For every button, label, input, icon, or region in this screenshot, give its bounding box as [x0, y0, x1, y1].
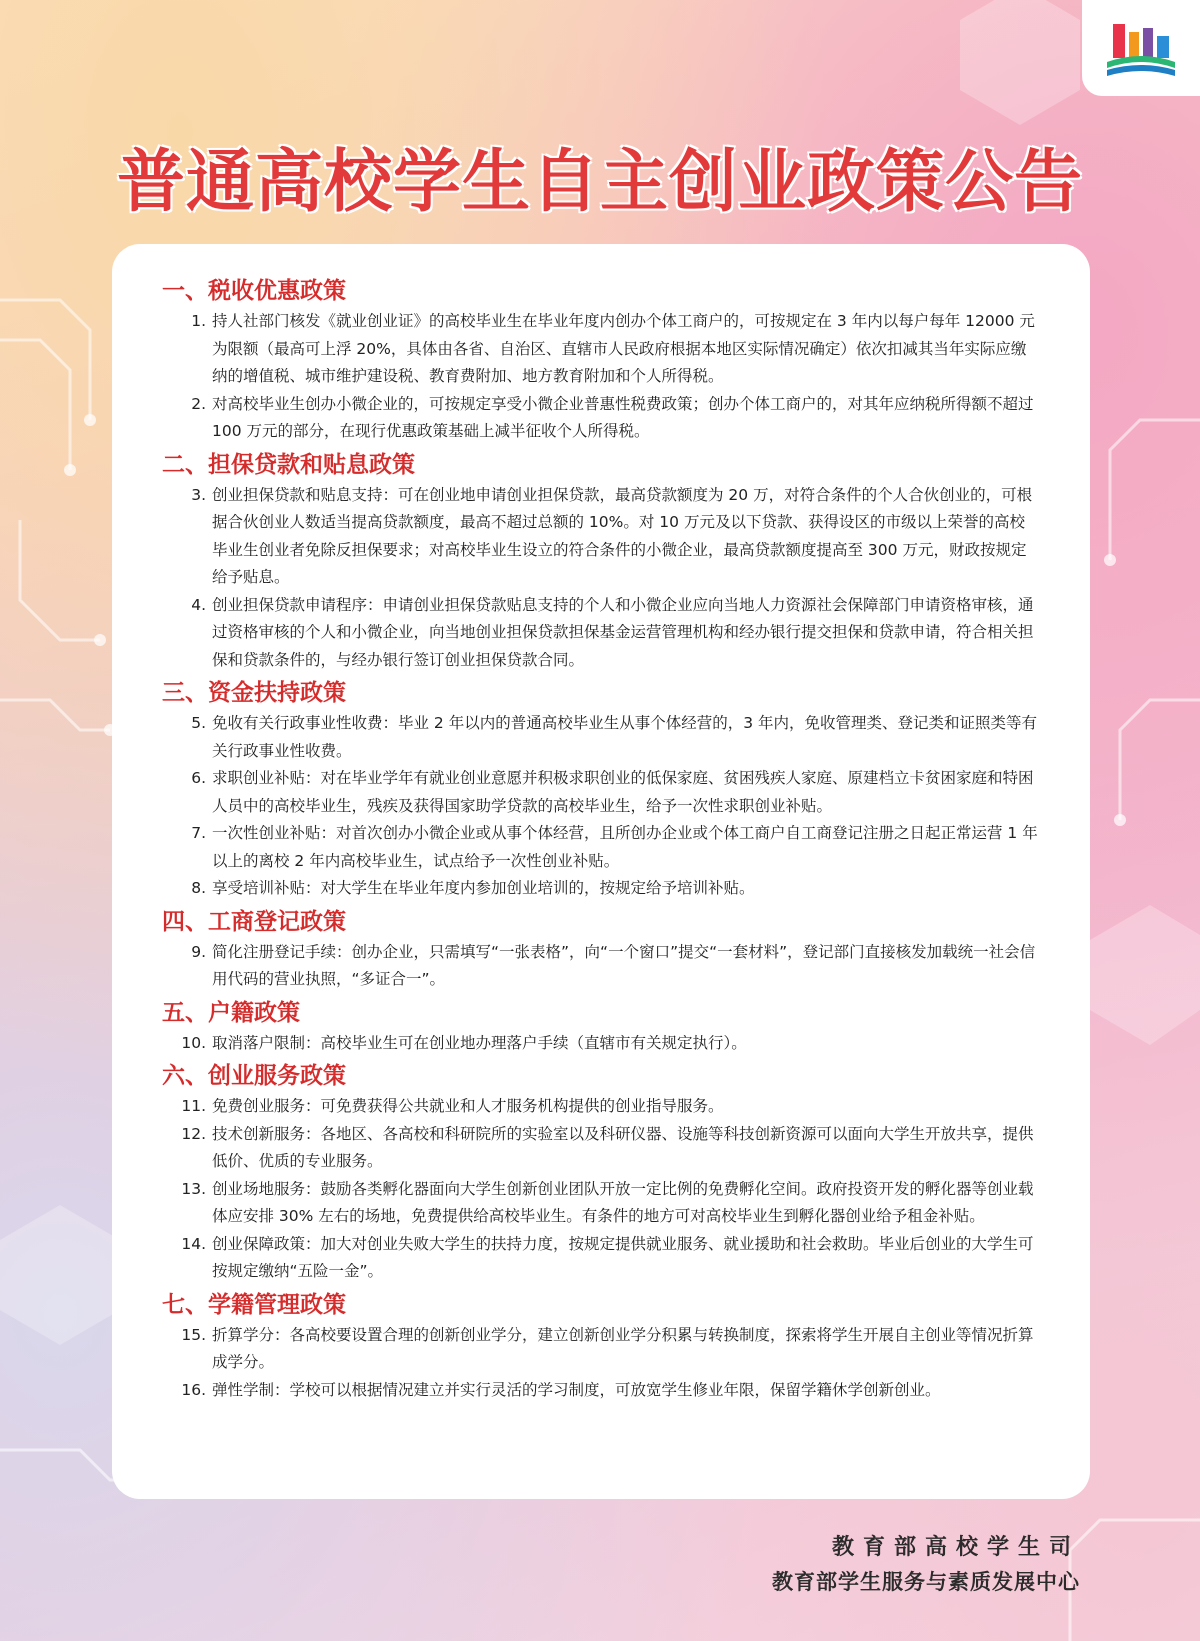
- item-number: 11.: [181, 1097, 206, 1115]
- item-text: 免费创业服务：可免费获得公共就业和人才服务机构提供的创业指导服务。: [212, 1097, 724, 1115]
- item-number: 3.: [191, 485, 206, 504]
- issuer-line-1: 教育部高校学生司: [831, 1535, 1080, 1560]
- item-text: 享受培训补贴：对大学生在毕业年度内参加创业培训的，按规定给予培训补贴。: [212, 879, 755, 897]
- item-number: 9.: [191, 942, 206, 961]
- section-tax: [162, 276, 1040, 446]
- policy-item: [162, 391, 1040, 446]
- policy-item: [162, 939, 1040, 994]
- section-heading: 二、担保贷款和贴息政策: [162, 451, 415, 478]
- policy-item: [162, 765, 1040, 820]
- item-number: 10.: [181, 1033, 206, 1052]
- item-number: 1.: [191, 312, 206, 330]
- item-number: 8.: [191, 879, 206, 897]
- item-number: 6.: [191, 769, 206, 787]
- policy-item: [162, 820, 1040, 875]
- item-number: 16.: [181, 1380, 206, 1399]
- section-heading: 一、税收优惠政策: [162, 278, 346, 304]
- section-funding: [162, 678, 1040, 903]
- item-number: 2.: [191, 394, 206, 413]
- item-text: 持人社部门核发《就业创业证》的高校毕业生在毕业年度内创办个体工商户的，可按规定在 3 年内以每户每年 12000 元为限额（最高可上浮 20%，具体由各省、自治区、直辖市人民政府根据本地区实际情况确定）依次扣减其当年实际应缴纳的增值税、城市维护建设税、教育费附加、地方教育附加和个人所得税。: [212, 312, 1035, 385]
- item-number: 13.: [181, 1179, 206, 1198]
- section-student-status: [162, 1290, 1040, 1405]
- section-heading: 四、工商登记政策: [162, 908, 346, 935]
- item-number: 12.: [181, 1124, 206, 1143]
- poster-title: 普通高校学生自主创业政策公告: [116, 143, 1083, 222]
- item-text: 创业保障政策：加大对创业失败大学生的扶持力度，按规定提供就业服务、就业援助和社会救助。毕业后创业的大学生可按规定缴纳“五险一金”。: [212, 1234, 1034, 1280]
- item-number: 5.: [191, 714, 206, 732]
- policy-item: [162, 1231, 1040, 1286]
- policy-item: [162, 592, 1040, 675]
- item-text: 创业场地服务：鼓励各类孵化器面向大学生创新创业团队开放一定比例的免费孵化空间。政府投资开发的孵化器等创业载体应安排 30% 左右的场地，免费提供给高校毕业生。有条件的地方可对高校毕业生到孵化器创业给予租金补贴。: [212, 1179, 1034, 1225]
- item-number: 4.: [191, 595, 206, 614]
- item-text: 弹性学制：学校可以根据情况建立并实行灵活的学习制度，可放宽学生修业年限，保留学籍休学创新创业。: [212, 1380, 941, 1399]
- item-text: 折算学分：各高校要设置合理的创新创业学分，建立创新创业学分积累与转换制度，探索将学生开展自主创业等情况折算成学分。: [212, 1325, 1034, 1371]
- section-household: [162, 998, 1040, 1058]
- policy-item: [162, 710, 1040, 765]
- policy-card: [112, 244, 1090, 1499]
- item-number: 14.: [181, 1234, 206, 1253]
- policy-item: [162, 308, 1040, 391]
- policy-item: [162, 1377, 1040, 1405]
- item-text: 免收有关行政事业性收费：毕业 2 年以内的普通高校毕业生从事个体经营的，3 年内，免收管理类、登记类和证照类等有关行政事业性收费。: [212, 714, 1038, 760]
- item-text: 技术创新服务：各地区、各高校和科研院所的实验室以及科研仪器、设施等科技创新资源可以面向大学生开放共享，提供低价、优质的专业服务。: [212, 1124, 1034, 1170]
- policy-item: [162, 1176, 1040, 1231]
- section-registration: [162, 907, 1040, 994]
- item-text: 创业担保贷款申请程序：申请创业担保贷款贴息支持的个人和小微企业应向当地人力资源社会保障部门申请资格审核，通过资格审核的个人和小微企业，向当地创业担保贷款担保基金运营管理机构和经办银行提交担保和贷款申请，符合相关担保和贷款条件的，与经办银行签订创业担保贷款合同。: [212, 595, 1034, 669]
- city-logo: [1082, 0, 1200, 96]
- section-heading: 五、户籍政策: [162, 999, 300, 1026]
- item-text: 一次性创业补贴：对首次创办小微企业或从事个体经营，且所创办企业或个体工商户自工商登记注册之日起正常运营 1 年以上的离校 2 年内高校毕业生，试点给予一次性创业补贴。: [212, 824, 1038, 870]
- section-heading: 七、学籍管理政策: [162, 1291, 346, 1318]
- policy-item: [162, 1030, 1040, 1058]
- item-number: 7.: [191, 824, 206, 842]
- policy-item: [162, 1093, 1040, 1121]
- item-text: 取消落户限制：高校毕业生可在创业地办理落户手续（直辖市有关规定执行）。: [212, 1033, 747, 1052]
- item-text: 创业担保贷款和贴息支持：可在创业地申请创业担保贷款，最高贷款额度为 20 万，对符合条件的个人合伙创业的，可根据合伙创业人数适当提高贷款额度，最高不超过总额的 10%。对 10 万元及以下贷款、获得设区的市级以上荣誉的高校毕业生创业者免除反担保要求；对高校毕业生设立的符合条件的小微企业，最高贷款额度提高至 300 万元，财政按规定给予贴息。: [212, 485, 1033, 586]
- policy-item: [162, 1121, 1040, 1176]
- item-text: 简化注册登记手续：创办企业，只需填写“一张表格”，向“一个窗口”提交“一套材料”，登记部门直接核发加载统一社会信用代码的营业执照，“多证合一”。: [212, 942, 1036, 988]
- section-heading: 六、创业服务政策: [162, 1063, 346, 1089]
- item-text: 对高校毕业生创办小微企业的，可按规定享受小微企业普惠性税费政策；创办个体工商户的，对其年应纳税所得额不超过 100 万元的部分，在现行优惠政策基础上减半征收个人所得税。: [212, 394, 1034, 440]
- city-buildings-icon: [1103, 18, 1179, 78]
- item-text: 求职创业补贴：对在毕业学年有就业创业意愿并积极求职创业的低保家庭、贫困残疾人家庭、原建档立卡贫困家庭和特困人员中的高校毕业生，残疾及获得国家助学贷款的高校毕业生，给予一次性求职创业补贴。: [212, 769, 1034, 815]
- policy-item: [162, 482, 1040, 592]
- policy-item: [162, 875, 1040, 903]
- section-loan: [162, 450, 1040, 675]
- issuer-line-2: 教育部学生服务与素质发展中心: [772, 1570, 1080, 1594]
- policy-item: [162, 1322, 1040, 1377]
- section-services: [162, 1061, 1040, 1286]
- item-number: 15.: [181, 1325, 206, 1344]
- section-heading: 三、资金扶持政策: [162, 680, 346, 706]
